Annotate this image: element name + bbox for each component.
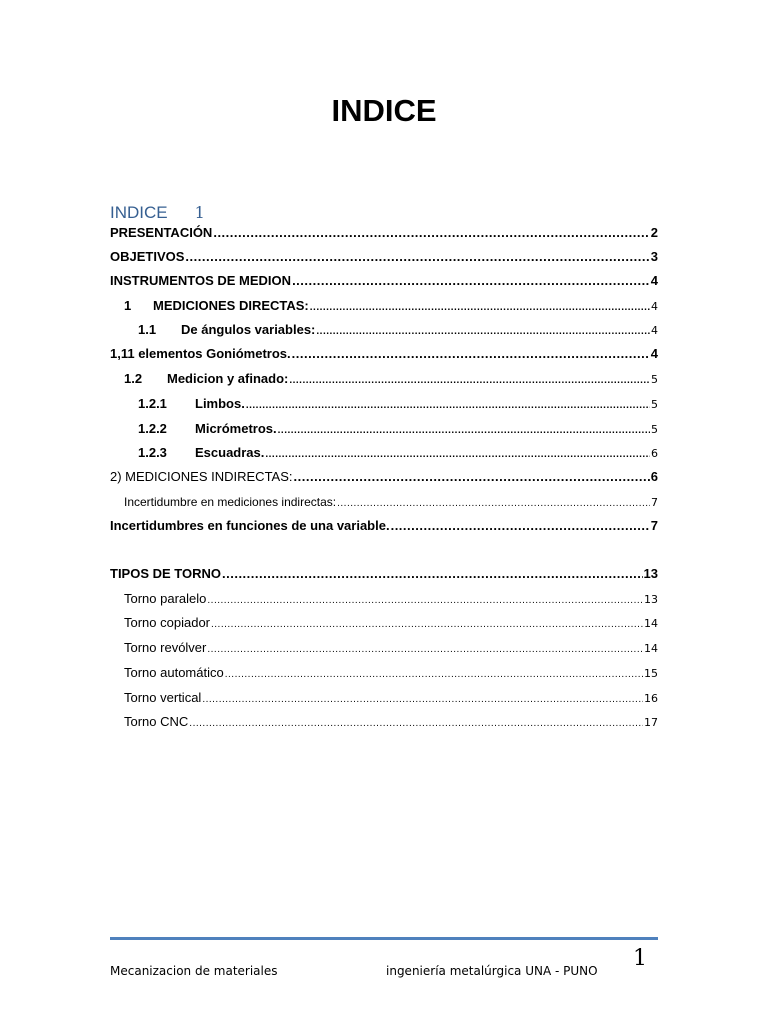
toc-section-number: 1.1 xyxy=(138,322,157,337)
toc-entry-text: Micrómetros. xyxy=(195,421,277,436)
toc-leader-dots xyxy=(213,224,649,242)
toc-entry-text: MEDICIONES DIRECTAS: xyxy=(153,298,309,313)
toc-leader-dots xyxy=(202,691,643,709)
toc-entry-page: 6 xyxy=(651,447,658,460)
footer-page-number: 1 xyxy=(633,946,647,971)
toc-entry-mediciones-indirectas[interactable] xyxy=(110,468,658,486)
toc-entry-torno-copiador[interactable] xyxy=(124,614,658,632)
footer-institution: ingeniería metalúrgica UNA - PUNO xyxy=(386,964,598,978)
toc-entry-page: 14 xyxy=(644,617,658,630)
toc-entry-incertidumbres-funciones[interactable] xyxy=(110,517,658,535)
toc-section-number: 1.2 xyxy=(124,371,143,386)
toc-entry-page: 13 xyxy=(643,566,658,581)
toc-leader-dots xyxy=(391,517,650,535)
toc-leader-dots xyxy=(278,422,650,440)
toc-entry-text: De ángulos variables: xyxy=(181,322,316,337)
toc-section-number: 1.2.1 xyxy=(138,396,167,411)
toc-entry-text: 1,11 elementos Goniómetros. xyxy=(110,346,291,361)
toc-entry-torno-automatico[interactable] xyxy=(124,664,658,682)
toc-entry-text: Torno revólver xyxy=(124,640,207,655)
toc-section-number: 1.2.2 xyxy=(138,421,167,436)
toc-entry-torno-paralelo[interactable] xyxy=(124,590,658,608)
toc-entry-incertidumbre-indirectas[interactable] xyxy=(124,493,658,511)
toc-entry-text: Torno vertical xyxy=(124,690,202,705)
toc-leader-dots xyxy=(310,299,650,317)
toc-entry-page: 5 xyxy=(651,423,658,436)
toc-entry-page: 7 xyxy=(651,496,658,509)
toc-entry-page: 16 xyxy=(644,692,658,705)
toc-entry-torno-revolver[interactable] xyxy=(124,639,658,657)
toc-leader-dots xyxy=(292,272,650,290)
toc-entry-micrometros[interactable] xyxy=(138,420,658,438)
toc-leader-dots xyxy=(316,323,650,341)
toc-entry-text: INSTRUMENTOS DE MEDION xyxy=(110,273,292,288)
toc-leader-dots xyxy=(225,666,643,684)
toc-leader-dots xyxy=(294,468,650,486)
toc-entry-page: 5 xyxy=(651,373,658,386)
toc-heading-page: 1 xyxy=(194,203,205,222)
toc-entry-torno-vertical[interactable] xyxy=(124,689,658,707)
toc-entry-presentacion[interactable] xyxy=(110,224,658,242)
toc-entry-page: 2 xyxy=(650,225,658,240)
toc-leader-dots xyxy=(207,641,643,659)
toc-entry-page: 15 xyxy=(644,667,658,680)
toc-entry-text: Limbos. xyxy=(195,396,245,411)
toc-entry-de-angulos[interactable] xyxy=(138,321,658,339)
toc-entry-text: Torno paralelo xyxy=(124,591,207,606)
toc-leader-dots xyxy=(337,495,650,513)
toc-entry-text: OBJETIVOS xyxy=(110,249,185,264)
toc-entry-text: Escuadras. xyxy=(195,445,265,460)
toc-entry-text: 2) MEDICIONES INDIRECTAS: xyxy=(110,469,293,484)
toc-entry-page: 5 xyxy=(651,398,658,411)
toc-leader-dots xyxy=(222,565,643,583)
toc-entry-text: Incertidumbre en mediciones indirectas: xyxy=(124,495,337,509)
toc-leader-dots xyxy=(292,345,650,363)
toc-entry-label xyxy=(138,321,315,339)
toc-entry-page: 7 xyxy=(650,518,658,533)
toc-leader-dots xyxy=(207,592,643,610)
toc-leader-dots xyxy=(211,616,643,634)
toc-entry-label xyxy=(138,444,264,462)
toc-entry-limbos[interactable] xyxy=(138,395,658,413)
toc-leader-dots xyxy=(265,446,650,464)
toc-leader-dots xyxy=(289,372,650,390)
toc-heading xyxy=(110,202,205,224)
toc-leader-dots xyxy=(246,397,650,415)
page-title: INDICE xyxy=(331,93,437,128)
toc-entry-page: 4 xyxy=(651,300,658,313)
toc-entry-label xyxy=(124,370,288,388)
toc-leader-dots xyxy=(185,248,649,266)
toc-entry-page: 4 xyxy=(650,346,658,361)
footer-divider xyxy=(110,937,658,940)
toc-entry-page: 13 xyxy=(644,593,658,606)
toc-heading-word: INDICE xyxy=(110,203,168,222)
toc-section-number: 1 xyxy=(124,298,132,313)
toc-entry-tipos-de-torno[interactable] xyxy=(110,565,658,583)
toc-entry-page: 6 xyxy=(650,469,658,484)
toc-entry-label xyxy=(138,395,245,413)
toc-entry-text: PRESENTACIÓN xyxy=(110,225,213,240)
toc-entry-label xyxy=(124,297,309,315)
toc-entry-page: 17 xyxy=(644,716,658,729)
toc-entry-objetivos[interactable] xyxy=(110,248,658,266)
toc-entry-goniometros[interactable] xyxy=(110,345,658,363)
toc-entry-text: Incertidumbres en funciones de una variable. xyxy=(110,518,390,533)
toc-section-number: 1.2.3 xyxy=(138,445,167,460)
toc-entry-torno-cnc[interactable] xyxy=(124,713,658,731)
toc-entry-instrumentos[interactable] xyxy=(110,272,658,290)
footer-course-name: Mecanizacion de materiales xyxy=(110,964,278,978)
toc-entry-text: Torno copiador xyxy=(124,615,210,630)
toc-entry-escuadras[interactable] xyxy=(138,444,658,462)
toc-leader-dots xyxy=(189,715,643,733)
toc-entry-page: 14 xyxy=(644,642,658,655)
toc-entry-label xyxy=(138,420,277,438)
toc-entry-page: 4 xyxy=(650,273,658,288)
toc-entry-text: Torno automático xyxy=(124,665,224,680)
toc-entry-text: Medicion y afinado: xyxy=(167,371,289,386)
toc-entry-page: 4 xyxy=(651,324,658,337)
toc-entry-text: TIPOS DE TORNO xyxy=(110,566,221,581)
toc-entry-text: Torno CNC xyxy=(124,714,189,729)
toc-entry-mediciones-directas[interactable] xyxy=(124,297,658,315)
toc-entry-medicion-afinado[interactable] xyxy=(124,370,658,388)
toc-entry-page: 3 xyxy=(650,249,658,264)
